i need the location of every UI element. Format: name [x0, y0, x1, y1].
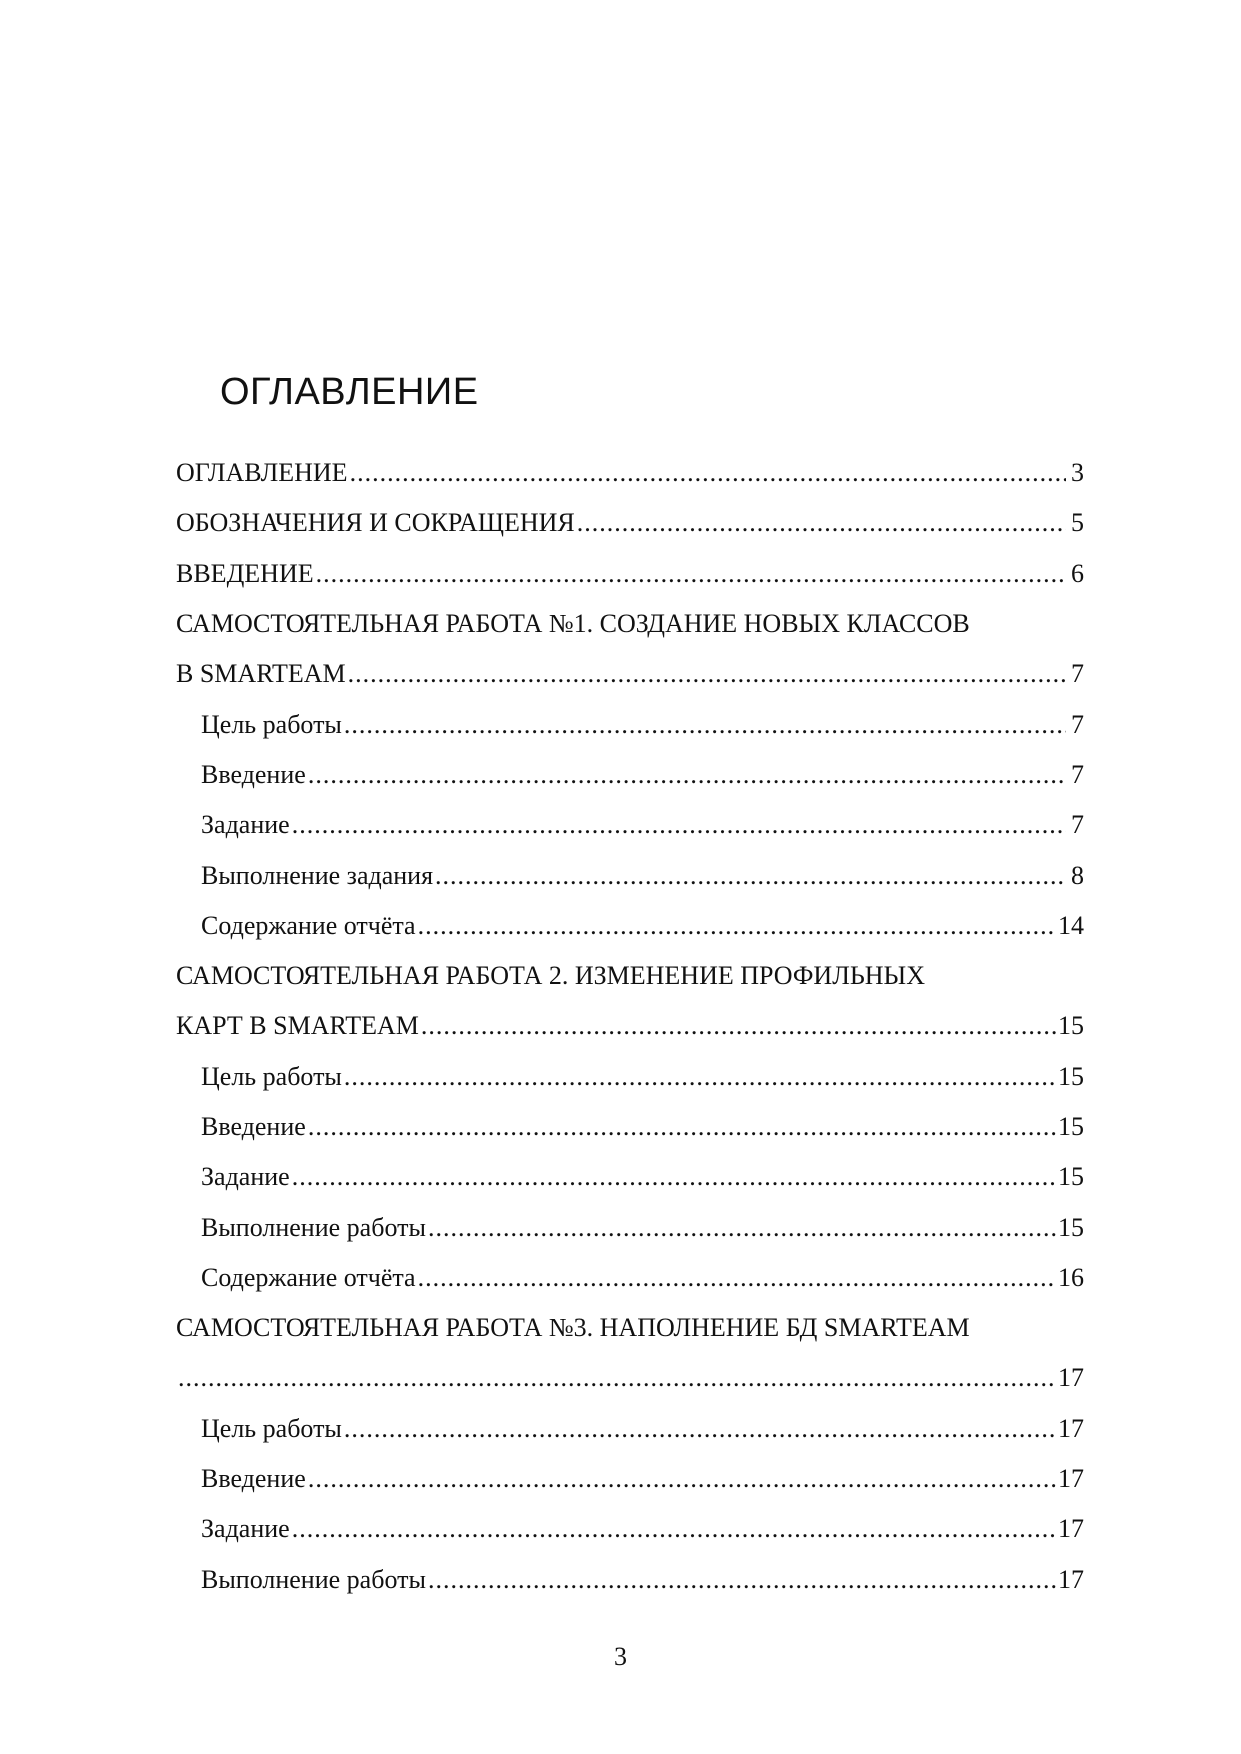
- toc-entry-label: Введение: [201, 1464, 306, 1494]
- toc-entry-first-line[interactable]: [176, 599, 1084, 649]
- toc-entry-continuation[interactable]: [176, 649, 1084, 699]
- dot-leader: [577, 508, 1066, 538]
- toc-entry-page: 14: [1058, 910, 1084, 940]
- toc-subentry[interactable]: [176, 1253, 1084, 1303]
- toc-entry-page: 6: [1071, 558, 1084, 588]
- dot-leader: [316, 559, 1066, 589]
- toc-entry-label: Задание: [201, 1514, 290, 1544]
- toc-entry-page: 17: [1058, 1464, 1084, 1494]
- toc-subentry[interactable]: [176, 1504, 1084, 1554]
- dot-leader: [292, 1514, 1056, 1544]
- toc-subentry[interactable]: [176, 1102, 1084, 1152]
- toc-entry-page: 7: [1071, 810, 1084, 840]
- toc-subentry[interactable]: [176, 1052, 1084, 1102]
- toc-entry-label: В SMARTEAM: [176, 659, 346, 689]
- dot-leader: [344, 1414, 1056, 1444]
- dot-leader: [292, 810, 1066, 840]
- toc-subentry[interactable]: [176, 699, 1084, 749]
- toc-entry-label: Содержание отчёта: [201, 1262, 416, 1292]
- dot-leader: [428, 1565, 1056, 1595]
- toc-entry-page: 15: [1058, 1212, 1084, 1242]
- dot-leader: [350, 458, 1066, 488]
- toc-entry-first-line[interactable]: [176, 1303, 1084, 1353]
- toc-entry-label: ОГЛАВЛЕНИЕ: [176, 458, 348, 488]
- toc-entry-page: 3: [1071, 458, 1084, 488]
- toc-entry[interactable]: [176, 498, 1084, 548]
- toc-subentry[interactable]: [176, 1152, 1084, 1202]
- toc-entry-label: Выполнение задания: [201, 860, 434, 890]
- toc-entry-label: САМОСТОЯТЕЛЬНАЯ РАБОТА 2. ИЗМЕНЕНИЕ ПРОФИЛЬНЫХ: [176, 961, 925, 991]
- toc-entry-first-line[interactable]: [176, 951, 1084, 1001]
- toc-entry-label: САМОСТОЯТЕЛЬНАЯ РАБОТА №3. НАПОЛНЕНИЕ БД SMARTEAM: [176, 1313, 970, 1343]
- toc-entry-page: 8: [1071, 860, 1084, 890]
- toc-entry-label: САМОСТОЯТЕЛЬНАЯ РАБОТА №1. СОЗДАНИЕ НОВЫХ КЛАССОВ: [176, 609, 970, 639]
- dot-leader: [428, 1213, 1056, 1243]
- toc-entry-label: КАРТ В SMARTEAM: [176, 1011, 419, 1041]
- dot-leader: [421, 1011, 1056, 1041]
- toc-entry-label: Задание: [201, 1162, 290, 1192]
- toc-entry-label: Содержание отчёта: [201, 910, 416, 940]
- toc-entry-label: ОБОЗНАЧЕНИЯ И СОКРАЩЕНИЯ: [176, 508, 575, 538]
- page-title: ОГЛАВЛЕНИЕ: [220, 371, 479, 413]
- dot-leader: [344, 710, 1066, 740]
- toc-entry-page: 7: [1071, 659, 1084, 689]
- toc-entry-label: ВВЕДЕНИЕ: [176, 558, 314, 588]
- dot-leader: [344, 1062, 1056, 1092]
- dot-leader: [348, 659, 1066, 689]
- toc-entry[interactable]: [176, 448, 1084, 498]
- toc-entry-page: 17: [1058, 1413, 1084, 1443]
- toc-entry-label: Введение: [201, 1112, 306, 1141]
- toc-entry-page: 17: [1058, 1363, 1084, 1393]
- toc-subentry[interactable]: [176, 1454, 1084, 1504]
- toc-entry-page: 16: [1058, 1262, 1084, 1292]
- toc-entry-page: 15: [1058, 1061, 1084, 1091]
- dot-leader: [418, 1263, 1056, 1293]
- toc-entry-page: 7: [1071, 709, 1084, 739]
- toc-subentry[interactable]: [176, 800, 1084, 850]
- toc-subentry[interactable]: [176, 1404, 1084, 1454]
- page-number: 3: [614, 1642, 627, 1671]
- dot-leader: [435, 861, 1066, 891]
- toc-entry-label: Выполнение работы: [201, 1564, 426, 1594]
- toc-entry-page: 15: [1058, 1112, 1084, 1141]
- toc-entry-label: Выполнение работы: [201, 1212, 426, 1242]
- toc-entry-label: Цель работы: [201, 1061, 342, 1091]
- toc-entry-label: Введение: [201, 759, 306, 789]
- toc-entry-page: 5: [1071, 508, 1084, 538]
- dot-leader: [292, 1162, 1056, 1192]
- toc-entry-page: 17: [1058, 1514, 1084, 1544]
- toc-entry-page: 15: [1058, 1162, 1084, 1192]
- dot-leader: [418, 911, 1056, 941]
- toc-subentry[interactable]: [176, 901, 1084, 951]
- toc-entry-label: Задание: [201, 810, 290, 840]
- dot-leader: [308, 760, 1066, 790]
- toc-subentry[interactable]: [176, 1555, 1084, 1605]
- dot-leader: [308, 1464, 1056, 1494]
- toc-entry-label: Цель работы: [201, 1413, 342, 1443]
- toc-entry-label: Цель работы: [201, 709, 342, 739]
- toc-entry-page: 7: [1071, 759, 1084, 789]
- toc-subentry[interactable]: [176, 750, 1084, 800]
- toc-subentry[interactable]: [176, 1202, 1084, 1252]
- table-of-contents: [176, 448, 1084, 1605]
- toc-entry[interactable]: [176, 549, 1084, 599]
- dot-leader: [308, 1112, 1056, 1142]
- toc-entry-page: 15: [1058, 1011, 1084, 1041]
- toc-entry-page: 17: [1058, 1564, 1084, 1594]
- dot-leader: [178, 1363, 1056, 1393]
- toc-subentry[interactable]: [176, 850, 1084, 900]
- toc-entry-continuation[interactable]: [176, 1353, 1084, 1403]
- toc-entry-continuation[interactable]: [176, 1001, 1084, 1051]
